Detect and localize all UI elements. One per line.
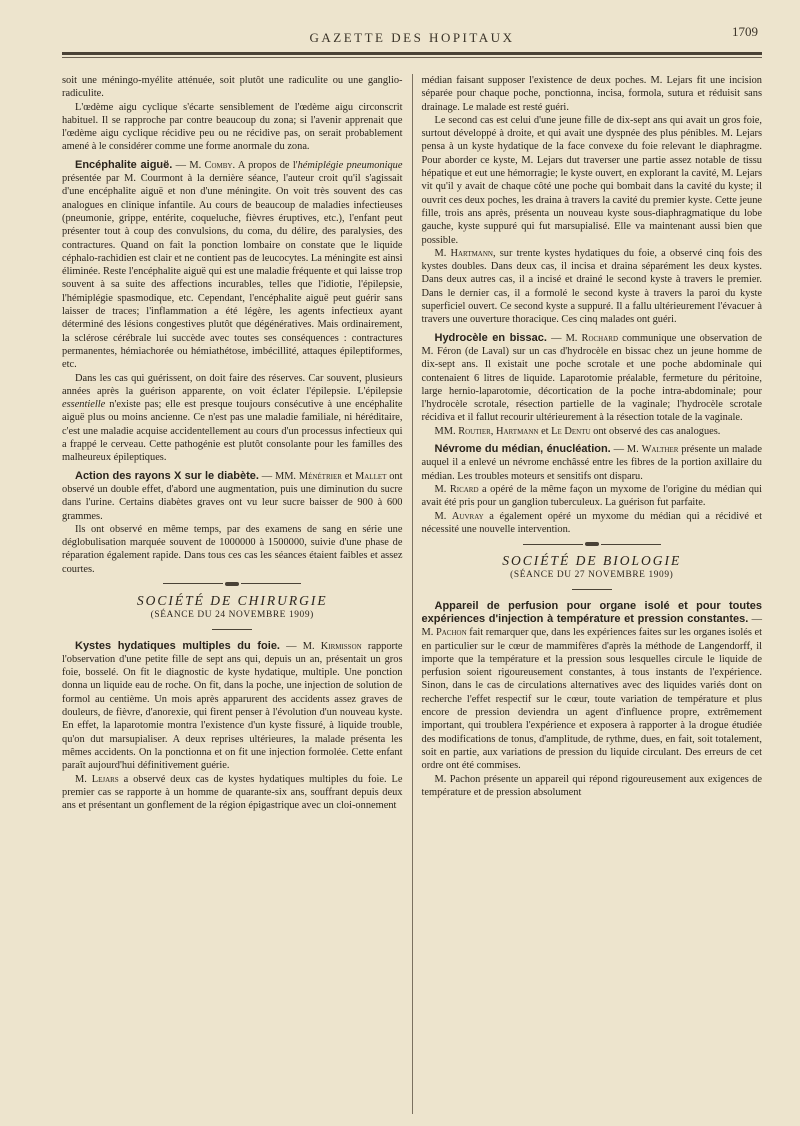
paragraph-auvray: M. Auvray a également opéré un myxome du médian qui a récidivé et nécessité une nouvelle intervention.	[421, 510, 763, 535]
masthead	[62, 0, 762, 56]
author-name: Kirmisson	[320, 640, 362, 652]
section-date-biologie: (SÉANCE DU 27 NOVEMBRE 1909)	[510, 570, 674, 581]
paragraph-analogues: MM. Routier, Hartmann et Le Dentu ont observé des cas analogues.	[434, 425, 721, 437]
section-title-chirurgie: SOCIÉTÉ DE CHIRURGIE	[136, 592, 328, 608]
paragraph-continuation: médian faisant supposer l'existence de deux poches. M. Lejars fit une incision séparée pour chaque poche, ponctionna, incisa, formola, sutura et réduisit sans drainage. Le malade est resté guéri.	[421, 75, 762, 113]
article-kystes: Kystes hydatiques multiples du foie. — M. Kirmisson rapporte l'observation d'une petite fille de sept ans qui, depuis un an, présentait un gros foie, bosselé. On fit le diagnostic de kyste hydatique, multiple. Une ponction donna un liquide eau de roche. On fit, dans la poche, une injection de solution de formol au centième. Un mois après apparurent des accidents assez graves de douleurs, de fièvre, d'anorexie, qui firent penser à l'évolution d'un nouveau kyste. En effet, la laparotomie montra l'existence d'un kyste fissuré, à liquide trouble, qu'on dut marsupialiser. A deux reprises ultérieures, la malade présenta les mêmes accidents. On la ponctionna et on fit une injection formolée. Cette enfant paraît aujourd'hui définitivement guérie.	[62, 639, 403, 772]
author-name: Lejars	[91, 773, 119, 785]
paragraph-oedeme: L'œdème aigu cyclique s'écarte sensiblement de l'œdème aigu circonscrit habituel. Il se rapproche par contre beaucoup du zona; si l'avenir apprenait que l'œdème aigu cyclique récidive peu ou ne récidive pas, on serait probablement amené à le considérer comme une forme anormale du zona.	[62, 101, 403, 153]
article-heading: Encéphalite aiguë.	[75, 158, 173, 171]
paragraph-lejars: M. Lejars a observé deux cas de kystes hydatiques multiples du foie. Le premier cas se rapporte à un homme de quarante-six ans, souffrant depuis deux ans et présentant un gonflement de la région épigastrique avec un cloi-onnement	[62, 773, 403, 812]
section-date-chirurgie: (SÉANCE DU 24 NOVEMBRE 1909)	[150, 610, 314, 621]
ornament-divider	[422, 542, 763, 546]
paragraph-hartmann: M. Hartmann, sur trente kystes hydatiques du foie, a observé cinq fois des kystes doubles. Dans deux cas, il incisa et draina séparément les deux kystes. Dans deux autres cas, il a incisé et drainé le second kyste à travers le premier. Dans le dernier cas, il a formolé le second kyste à travers la paroi du kyste superficiel ouvert. Ce second kyste a suppuré. Il a fallu ultérieurement l'évacuer à travers une ouverture thoracique. Ces cinq malades ont guéri.	[421, 247, 762, 326]
author-name: Rochard	[581, 332, 619, 344]
author-name: Comby	[204, 159, 233, 171]
paragraph-ricard: M. Ricard a opéré de la même façon un myxome de l'origine du médian qui avait été pris pour un ganglion tuberculeux. La guérison fut parfaite.	[421, 483, 763, 509]
author-name: Hartmann	[450, 247, 493, 259]
author-name: Hartmann	[495, 425, 539, 437]
columns	[62, 74, 762, 1114]
section-title-biologie: SOCIÉTÉ DE BIOLOGIE	[502, 553, 682, 569]
paragraph-pachon: M. Pachon présente un appareil qui répond rigoureusement aux exigences de température et de pression absolument	[421, 773, 762, 798]
short-rule	[212, 629, 252, 630]
article-appareil: Appareil de perfusion pour organe isolé et pour toutes expériences d'injection à température et pression constantes. — M. Pachon fait remarquer que, dans les expériences faites sur les organes isolés et en particulier sur le cœur de mammifères d'après la méthode de Langendorff, il importe que la température et la pression sous lesquelles circule le liquide de perfusion soient rigoureusement constantes, à tous instants de l'expérience. Sinon, dans le cas de circulations alternatives avec des liquides variés dont on recherche l'effet respectif sur le cœur, toute variation de température et plus encore de pression deviendra un agent d'influence propre, extrêmement important, qui troublera l'expérience et exposera à rapporter à la drogue étudiée des modifications de tonus, d'amplitude, de rythme, dues, en fait, soit totalement, soit en partie, aux variations de pression du liquide circulant. Des erreurs de cet ordre ont été commises.	[421, 599, 762, 772]
author-name: Pachon	[435, 627, 467, 639]
paragraph-second-cas: Le second cas est celui d'une jeune fille de dix-sept ans qui avait un gros foie, surtout développé à droite, et qui avait une dyspnée des plus pénibles. M. Lejars pensa à un kyste hydatique de la face convexe du foie relevant le diaphragme. Pour aborder ce kyste, M. Lejars dut traverser une partie assez notable de tissu hépatique et eut une hémorragie; le kyste ouvert, en explorant la cavité, M. Lejars vit qu'il y avait de chaque côté une poche qui bombait dans la cavité du kyste; il ouvrit ces deux poches, les draina à travers la cavité du premier kyste. Cette jeune fille, trois ans après, présenta un nouveau kyste sous-diaphragmatique du lobe gauche, kyste suppuré qui fut marsupialisé. Elle va maintenant aussi bien que possible.	[421, 114, 762, 246]
author-name: Ménétrier	[298, 470, 342, 482]
paragraph-reserves: Dans les cas qui guérissent, on doit faire des réserves. Car souvent, plusieurs années après la guérison apparente, on voit éclater l'épilepsie. L'épilepsie essentielle n'existe pas; elle est presque toujours consécutive à une encéphalite aiguë plus ou moins ancienne. Ce n'est pas une maladie familiale, ni héréditaire, c'est une maladie acquise accidentellement au cours d'un processus infectieux qui a frappé le cerveau. Cette pathogénie est plutôt consolante pour les familles des malheureux épileptiques.	[62, 372, 403, 464]
masthead-rule-thick	[62, 52, 762, 55]
article-heading: Action des rayons X sur le diabète.	[75, 469, 259, 482]
author-name: Walther	[641, 444, 679, 456]
author-name: Le Dentu	[551, 425, 591, 437]
author-name: Ricard	[449, 483, 479, 495]
article-nevrome: Névrome du médian, énucléation. — M. Walther présente un malade auquel il a enlevé un névrome enchâssé entre les fibres de la portion axillaire du médian. Les troubles moteurs et sensitifs ont disparu.	[421, 443, 762, 482]
article-encephalite: Encéphalite aiguë. — M. Comby. A propos de l'hémiplégie pneumonique présentée par M. Courmont à la dernière séance, l'auteur croit qu'il s'agissait d'une encéphalite aiguë et non d'une méningite. On voit très souvent des cas analogues en clinique infantile. Au cours de beaucoup de maladies infectieuses (pneumonie, grippe, entérite, coqueluche, fièvres éruptives, etc.), l'enfant peut présenter tout à coup des convulsions, du coma, du délire, des paralysies, des contractures. Quand on fait la ponction lombaire on constate que le liquide céphalo-rachidien est clair et ne contient pas de leucocytes. La méningite est ainsi éliminée. Reste l'encéphalite aiguë qui est une maladie fréquente et qui laisse trop souvent à sa suite des affections incurables, telles que l'idiotie, l'épilepsie, l'hémiplégie spasmodique, etc. Cependant, l'encéphalite aiguë peut guérir sans laisser de traces; l'inflammation a été légère, les agents infectieux ayant déterminé des lésions congestives plutôt que dégénératives. Mais ordinairement, la sclérose cérébrale lui succède avec toutes ses conséquences : contractures permanentes, hémiachorée ou hémiathétose, imbécillité, attaques épileptiformes, etc.	[62, 158, 403, 371]
article-hydrocele: Hydrocèle en bissac. — M. Rochard communique une observation de M. Féron (de Laval) sur un cas d'hydrocèle en bissac chez un jeune homme de dix-sept ans. Il existait une poche scrotale et une poche abdominale qui contenaient 6 litres de liquide. Laparotomie préalable, fermeture du péritoine, large hernio-laparotomie, décortication de la poche intra-abdominale; pour l'hydrocèle scrotale, résection partielle de la vaginale; l'hydrocèle scrotale récidiva et il fallut recourir ultérieurement à la résection totale de la vaginale.	[421, 331, 762, 424]
masthead-rule-thin	[62, 57, 762, 58]
short-rule	[572, 589, 612, 590]
left-column	[62, 74, 412, 1114]
journal-title: GAZETTE DES HOPITAUX	[309, 30, 515, 45]
author-name: Mallet	[355, 470, 387, 482]
author-name: Routier	[458, 425, 491, 437]
article-heading: Kystes hydatiques multiples du foie.	[75, 639, 280, 652]
article-heading: Névrome du médian, énucléation.	[434, 443, 611, 456]
page-number: 1709	[732, 24, 758, 39]
article-heading: Hydrocèle en bissac.	[434, 331, 547, 344]
article-rayons-x: Action des rayons X sur le diabète. — MM. Ménétrier et Mallet ont observé un double effet, d'abord une augmentation, puis une diminution du sucre dans l'urine. Certains diabètes graves ont vu leur sucre baisser de 900 à 600 grammes.	[62, 469, 403, 522]
right-column	[412, 74, 763, 1114]
ornament-divider	[62, 582, 403, 586]
article-heading: Appareil de perfusion pour organe isolé et pour toutes expériences d'injection à température et pression constantes.	[421, 599, 762, 625]
paragraph-examens: Ils ont observé en même temps, par des examens de sang en série une déglobulisation marquée souvent de 1000000 à 1500000, suivie d'une phase de réparation également rapide. Dans tous ces cas les séances étaient faibles et assez courtes.	[62, 523, 403, 575]
author-name: Auvray	[451, 510, 484, 522]
paragraph-intro: soit une méningo-myélite atténuée, soit plutôt une radiculite ou une ganglio-radiculite.	[62, 75, 403, 100]
